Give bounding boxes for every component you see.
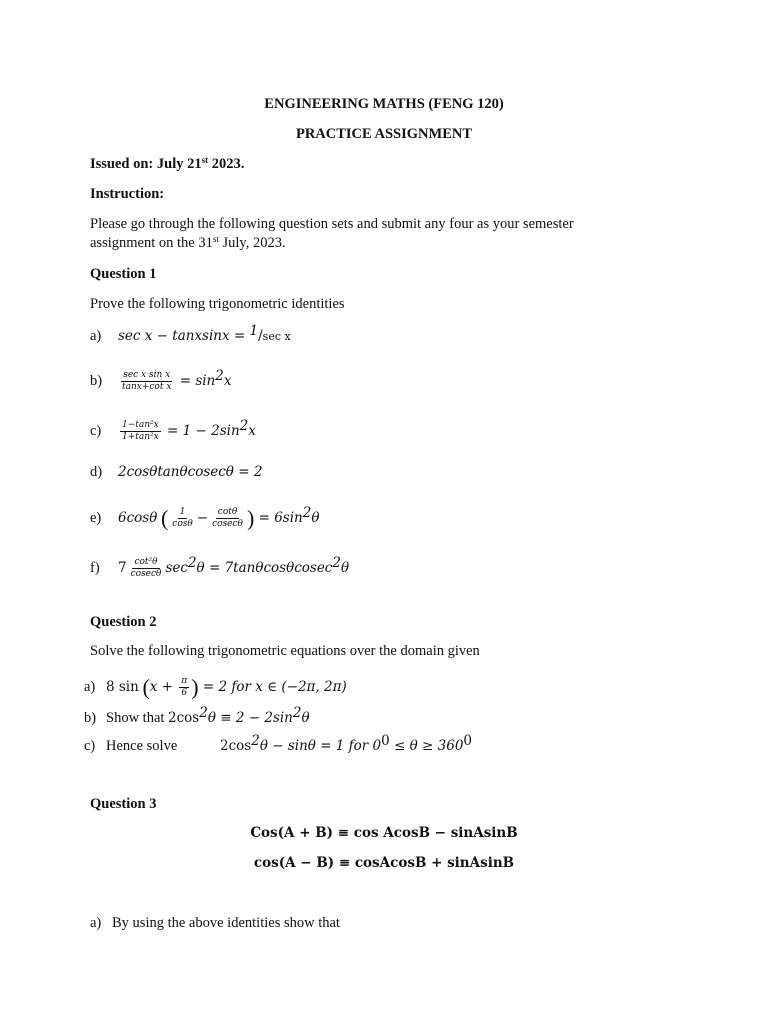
q2-item-a: a) 8 sin (x + $\frac{\pi}{6}$ ) = 2 for x ∈ (−2π, 2π)	[84, 674, 347, 700]
question-2-heading: Question 2	[90, 614, 157, 630]
q3-identity-2: cos(A − B) ≡ cosAcosB + sinAsinB	[253, 855, 515, 871]
q3-item-a: a) By using the above identities show that	[90, 915, 340, 931]
instruction-line-1: Please go through the following question sets and submit any four as your semester	[90, 216, 574, 232]
question-1-heading: Question 1	[90, 266, 157, 282]
q1-item-d: d) 2cosθtanθcosecθ = 2	[90, 464, 263, 480]
q2-item-b: b) Show that $2\cos^2\theta \equiv 2 - 2\sin^2\theta$	[84, 705, 310, 726]
document-subtitle: PRACTICE ASSIGNMENT	[295, 126, 473, 142]
q1-item-a: a) sec x − tanxsinx = $^1$/sec x	[90, 323, 291, 344]
question-3-heading: Question 3	[90, 796, 157, 812]
q1-item-f: f) 7 $\frac{\text{cot²θ}}{cosec\theta}$ $\sec^2\theta = 7\tan\theta\cos\theta cosec^2\theta$	[90, 554, 350, 579]
q3-identity-1: Cos(A + B) ≡ cos AcosB − sinAsinB	[250, 825, 518, 841]
issued-date: Issued on: July 21st 2023.	[90, 155, 245, 172]
q1-item-b: b) $\frac{\text{sec x sin x}}{\text{tanx+cot x}}$ = $\sin^2x$	[90, 367, 232, 392]
q1-item-c: c) $\frac{\text{1−tan²x}}{\text{1+tan²x}}$ = $1 - 2\sin^2x$	[90, 417, 256, 442]
q2-item-c: c) Hence solve $2\cos^2\theta - \sin\theta = 1$ for $0^0 \le \theta \ge 360^0$	[84, 733, 473, 754]
instruction-heading: Instruction:	[90, 186, 165, 202]
q1-item-e: e) 6cosθ ( $\frac{1}{\cos\theta}$ − $\frac{\cot\theta}{cosec\theta}$ ) = $6\sin^2\theta$	[90, 504, 320, 531]
question-2-prompt: Solve the following trigonometric equations over the domain given	[90, 643, 480, 659]
instruction-line-2: assignment on the 31st July, 2023.	[90, 234, 286, 251]
question-1-prompt: Prove the following trigonometric identities	[90, 296, 345, 312]
document-title: ENGINEERING MATHS (FENG 120)	[264, 96, 504, 112]
